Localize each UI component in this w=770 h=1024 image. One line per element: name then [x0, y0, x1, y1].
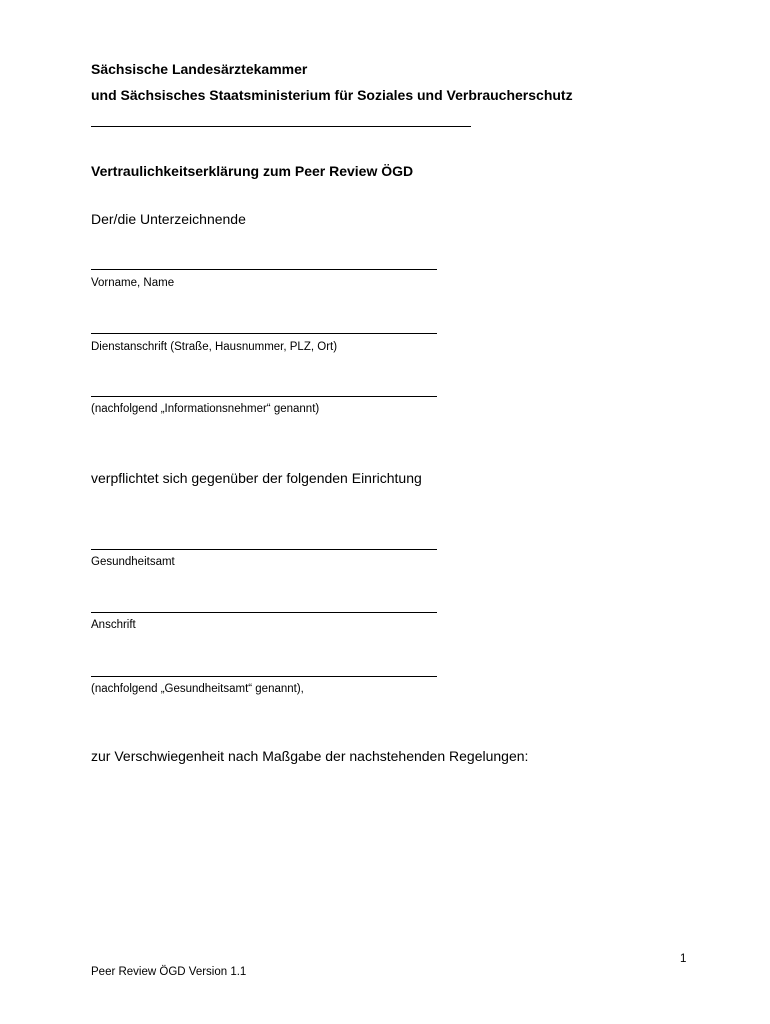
header-organization-1: Sächsische Landesärztekammer	[91, 61, 308, 77]
name-signature-line[interactable]	[91, 269, 437, 270]
header-organization-2: und Sächsisches Staatsministerium für Soziales und Verbraucherschutz	[91, 87, 573, 103]
institution-address-signature-line[interactable]	[91, 612, 437, 613]
document-title: Vertraulichkeitserklärung zum Peer Review ÖGD	[91, 163, 414, 179]
health-office-field-label: Gesundheitsamt	[91, 556, 175, 568]
header-divider	[91, 126, 471, 127]
page-number: 1	[680, 953, 687, 965]
institution-name-field-label: (nachfolgend „Gesundheitsamt“ genannt),	[91, 683, 304, 695]
recipient-field-label: (nachfolgend „Informationsnehmer“ genannt)	[91, 403, 320, 415]
intro-text: Der/die Unterzeichnende	[91, 211, 246, 227]
institution-address-field-label: Anschrift	[91, 619, 136, 631]
closing-text: zur Verschwiegenheit nach Maßgabe der nachstehenden Regelungen:	[91, 748, 529, 764]
institution-name-signature-line[interactable]	[91, 676, 437, 677]
address-signature-line[interactable]	[91, 333, 437, 334]
obligation-text: verpflichtet sich gegenüber der folgenden Einrichtung	[91, 470, 422, 486]
address-field-label: Dienstanschrift (Straße, Hausnummer, PLZ, Ort)	[91, 341, 338, 353]
recipient-signature-line[interactable]	[91, 396, 437, 397]
name-field-label: Vorname, Name	[91, 277, 175, 289]
health-office-signature-line[interactable]	[91, 549, 437, 550]
footer-version: Peer Review ÖGD Version 1.1	[91, 966, 247, 978]
